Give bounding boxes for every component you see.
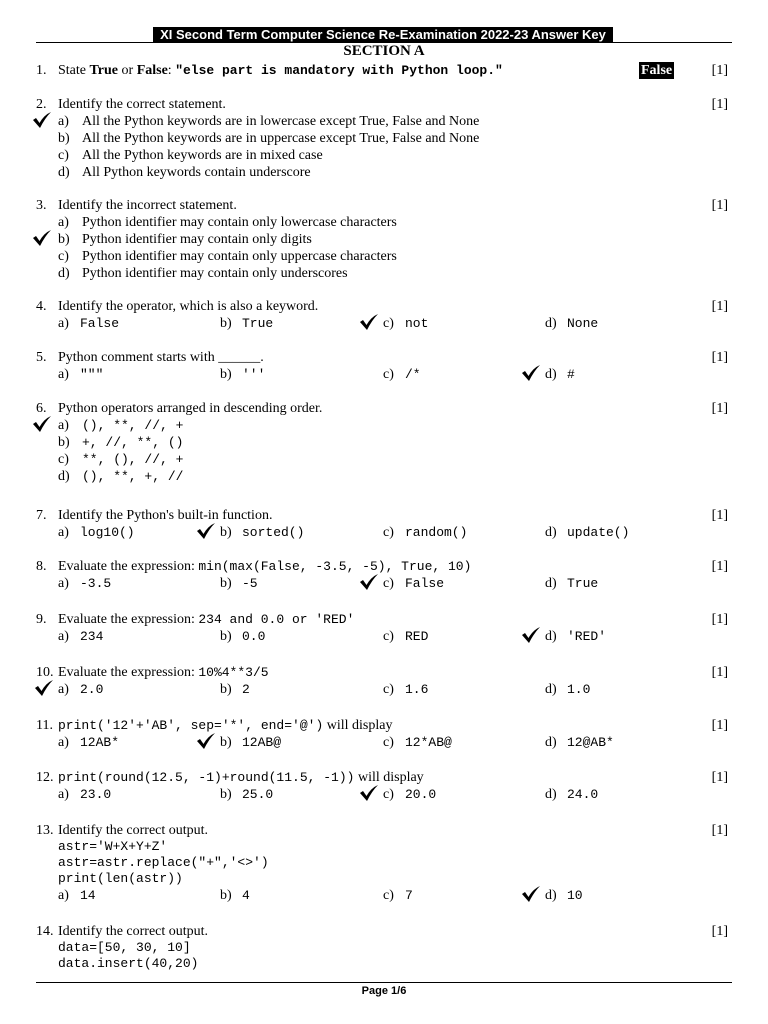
checkmark-icon [359, 313, 379, 331]
question-stem: print(round(12.5, -1)+round(11.5, -1)) will display [58, 770, 424, 785]
option-label: b) [220, 682, 232, 697]
marks: [1] [711, 770, 728, 785]
option-label: d) [58, 165, 70, 180]
answer-option [58, 575, 111, 592]
option-text: /* [405, 367, 421, 382]
marks: [1] [711, 198, 728, 213]
answer-option [545, 524, 629, 541]
option-text: Python identifier may contain only digits [82, 232, 312, 247]
option-label: c) [58, 249, 69, 264]
question-8 [36, 558, 732, 592]
checkmark-icon [32, 111, 52, 129]
option-text: **, (), //, + [82, 452, 184, 467]
answer-option [58, 366, 103, 383]
option-text: 12@AB* [567, 735, 614, 750]
question-stem: Identify the correct output. [58, 924, 209, 939]
question-number: 8. [36, 559, 47, 574]
footer-rule [36, 982, 732, 983]
option-label: b) [58, 435, 70, 450]
option-label: a) [58, 316, 69, 331]
checkmark-icon [32, 415, 52, 433]
option-label: c) [383, 735, 394, 750]
checkmark-icon [521, 885, 541, 903]
page-header-title: XI Second Term Computer Science Re-Examination 2022-23 Answer Key [153, 27, 613, 43]
option-label: a) [58, 525, 69, 540]
option-text: 2 [242, 682, 250, 697]
option-label: d) [545, 525, 557, 540]
answer-option [220, 786, 273, 803]
option-text: not [405, 316, 429, 331]
option-label: d) [545, 888, 557, 903]
checkmark-icon [359, 784, 379, 802]
code-line: astr=astr.replace("+",'<>') [58, 855, 269, 870]
question-stem: Evaluate the expression: min(max(False, -3.5, -5), True, 10) [58, 559, 472, 574]
code-line: print(len(astr)) [58, 871, 183, 886]
option-text: (), **, //, + [82, 418, 184, 433]
answer-option [545, 734, 614, 751]
question-number: 2. [36, 97, 47, 112]
question-14 [36, 923, 732, 972]
answer-option [58, 681, 103, 698]
answer-option [383, 628, 428, 645]
answer-option [545, 315, 598, 332]
checkmark-icon [359, 573, 379, 591]
answer-option [545, 628, 606, 645]
answer-option [58, 524, 135, 541]
code-line: astr='W+X+Y+Z' [58, 839, 168, 854]
option-label: b) [58, 232, 70, 247]
option-label: a) [58, 215, 69, 230]
option-label: d) [545, 787, 557, 802]
answer-option [58, 786, 111, 803]
option-label: a) [58, 787, 69, 802]
code-line: data=[50, 30, 10] [58, 940, 191, 955]
option-text: random() [405, 525, 468, 540]
question-number: 10. [36, 665, 54, 680]
option-label: c) [383, 525, 394, 540]
option-label: a) [58, 114, 69, 129]
answer-option [545, 786, 598, 803]
option-label: b) [220, 576, 232, 591]
answer-option [36, 231, 732, 248]
marks: [1] [711, 823, 728, 838]
option-text: True [567, 576, 599, 591]
answer-option [545, 366, 575, 383]
answer-option [36, 130, 732, 147]
option-label: c) [383, 576, 394, 591]
option-text: 0.0 [242, 629, 266, 644]
question-9 [36, 611, 732, 645]
question-number: 12. [36, 770, 54, 785]
option-label: b) [220, 787, 232, 802]
answer-option [58, 628, 103, 645]
option-text: 10 [567, 888, 583, 903]
checkmark-icon [521, 364, 541, 382]
option-label: a) [58, 888, 69, 903]
option-text: -5 [242, 576, 258, 591]
option-label: a) [58, 367, 69, 382]
code-line: data.insert(40,20) [58, 956, 199, 971]
answer-badge: False [641, 63, 673, 78]
question-11 [36, 717, 732, 751]
question-number: 1. [36, 63, 47, 78]
answer-option [220, 524, 304, 541]
answer-option [383, 366, 421, 383]
answer-option [36, 434, 732, 451]
question-1 [36, 62, 732, 79]
option-label: c) [383, 367, 394, 382]
answer-option [545, 681, 590, 698]
option-text: 14 [80, 888, 96, 903]
option-label: b) [58, 131, 70, 146]
answer-option [383, 734, 452, 751]
answer-option [220, 681, 250, 698]
marks: [1] [711, 559, 728, 574]
question-number: 9. [36, 612, 47, 627]
marks: [1] [711, 665, 728, 680]
option-text: 1.0 [567, 682, 591, 697]
option-text: 'RED' [567, 629, 607, 644]
page-number: Page 1/6 [361, 985, 407, 997]
answer-option [220, 366, 265, 383]
option-text: 234 [80, 629, 104, 644]
option-text: True [242, 316, 274, 331]
option-text: 12AB@ [242, 735, 282, 750]
option-text: 12AB* [80, 735, 120, 750]
option-text: Python identifier may contain only underscores [82, 266, 348, 281]
option-text: log10() [80, 525, 135, 540]
question-stem: Evaluate the expression: 234 and 0.0 or 'RED' [58, 612, 355, 627]
option-text: """ [80, 367, 104, 382]
answer-option [545, 575, 598, 592]
option-label: b) [220, 888, 232, 903]
option-label: a) [58, 682, 69, 697]
checkmark-icon [521, 626, 541, 644]
question-stem: Identify the Python's built-in function. [58, 508, 273, 523]
option-label: d) [545, 735, 557, 750]
option-label: d) [545, 629, 557, 644]
option-label: c) [383, 316, 394, 331]
answer-option [220, 734, 281, 751]
marks: [1] [711, 401, 728, 416]
question-stem: Identify the incorrect statement. [58, 198, 237, 213]
question-stem: Identify the correct statement. [58, 97, 226, 112]
option-text: +, //, **, () [82, 435, 184, 450]
question-10 [36, 664, 732, 698]
option-label: a) [58, 576, 69, 591]
option-text: All the Python keywords are in mixed case [82, 148, 323, 163]
answer-option [36, 164, 732, 181]
option-text: RED [405, 629, 429, 644]
marks: [1] [711, 612, 728, 627]
question-number: 14. [36, 924, 54, 939]
option-text: All the Python keywords are in lowercase except True, False and None [82, 114, 480, 129]
answer-option [220, 628, 265, 645]
question-number: 13. [36, 823, 54, 838]
answer-option [383, 575, 444, 592]
option-label: b) [220, 525, 232, 540]
option-text: Python identifier may contain only lowercase characters [82, 215, 397, 230]
answer-option [545, 887, 583, 904]
question-number: 4. [36, 299, 47, 314]
option-text: False [80, 316, 120, 331]
question-number: 6. [36, 401, 47, 416]
option-label: c) [383, 682, 394, 697]
answer-option [36, 113, 732, 130]
answer-option [383, 786, 436, 803]
section-title: SECTION A [343, 43, 425, 59]
marks: [1] [711, 350, 728, 365]
question-stem: Python operators arranged in descending order. [58, 401, 323, 416]
option-text: sorted() [242, 525, 305, 540]
option-label: c) [383, 787, 394, 802]
option-text: 2.0 [80, 682, 104, 697]
question-3 [36, 197, 732, 282]
option-text: (), **, +, // [82, 469, 184, 484]
option-text: None [567, 316, 599, 331]
option-label: d) [58, 469, 70, 484]
question-stem: State True or False: "else part is mandatory with Python loop." [58, 63, 503, 78]
question-12 [36, 769, 732, 803]
option-text: # [567, 367, 575, 382]
answer-option [383, 681, 428, 698]
answer-option [36, 214, 732, 231]
question-5 [36, 349, 732, 383]
option-text: 7 [405, 888, 413, 903]
answer-option [58, 315, 119, 332]
question-stem: Evaluate the expression: 10%4**3/5 [58, 665, 269, 680]
marks: [1] [711, 97, 728, 112]
option-label: c) [58, 452, 69, 467]
marks: [1] [711, 299, 728, 314]
checkmark-icon [196, 732, 216, 750]
question-stem: print('12'+'AB', sep='*', end='@') will display [58, 718, 393, 733]
answer-option [383, 887, 413, 904]
option-text: 1.6 [405, 682, 429, 697]
question-stem: Identify the operator, which is also a keyword. [58, 299, 319, 314]
answer-option [383, 524, 467, 541]
option-text: 12*AB@ [405, 735, 452, 750]
question-4 [36, 298, 732, 332]
option-text: update() [567, 525, 630, 540]
option-text: 23.0 [80, 787, 112, 802]
option-label: d) [545, 576, 557, 591]
question-stem: Identify the correct output. [58, 823, 209, 838]
option-text: All the Python keywords are in uppercase except True, False and None [82, 131, 480, 146]
answer-option [383, 315, 428, 332]
option-label: c) [383, 629, 394, 644]
question-7 [36, 507, 732, 541]
option-label: a) [58, 418, 69, 433]
option-label: b) [220, 735, 232, 750]
question-13 [36, 822, 732, 904]
question-number: 5. [36, 350, 47, 365]
option-text: 24.0 [567, 787, 599, 802]
option-text: -3.5 [80, 576, 112, 591]
question-stem: Python comment starts with ______. [58, 350, 264, 365]
option-label: a) [58, 735, 69, 750]
checkmark-icon [34, 679, 54, 697]
answer-option [36, 451, 732, 468]
option-label: a) [58, 629, 69, 644]
question-2 [36, 96, 732, 181]
answer-option [220, 575, 258, 592]
option-label: c) [58, 148, 69, 163]
answer-option [36, 468, 732, 485]
option-label: c) [383, 888, 394, 903]
marks: [1] [711, 508, 728, 523]
answer-option [58, 887, 96, 904]
option-label: b) [220, 629, 232, 644]
option-text: Python identifier may contain only uppercase characters [82, 249, 397, 264]
marks: [1] [711, 718, 728, 733]
option-text: ''' [242, 367, 266, 382]
question-number: 11. [36, 718, 53, 733]
answer-option [36, 147, 732, 164]
answer-option [36, 417, 732, 434]
option-label: d) [545, 316, 557, 331]
option-label: d) [545, 682, 557, 697]
option-text: False [405, 576, 445, 591]
answer-option [220, 887, 250, 904]
checkmark-icon [196, 522, 216, 540]
option-text: 4 [242, 888, 250, 903]
answer-option [36, 265, 732, 282]
question-number: 7. [36, 508, 47, 523]
marks: [1] [711, 63, 728, 78]
answer-option [220, 315, 273, 332]
marks: [1] [711, 924, 728, 939]
checkmark-icon [32, 229, 52, 247]
option-text: All Python keywords contain underscore [82, 165, 311, 180]
option-label: b) [220, 367, 232, 382]
answer-option [36, 248, 732, 265]
question-number: 3. [36, 198, 47, 213]
option-label: d) [58, 266, 70, 281]
option-label: b) [220, 316, 232, 331]
option-label: d) [545, 367, 557, 382]
option-text: 25.0 [242, 787, 274, 802]
option-text: 20.0 [405, 787, 437, 802]
question-6 [36, 400, 732, 485]
answer-option [58, 734, 119, 751]
